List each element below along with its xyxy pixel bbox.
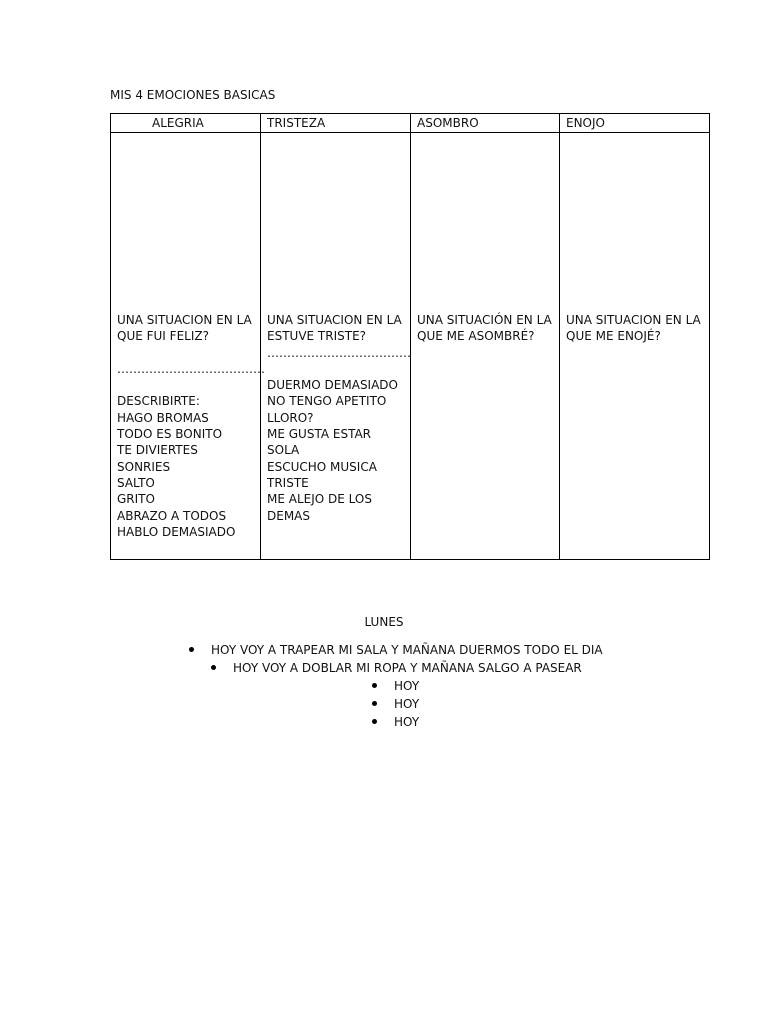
bullet-dot-icon — [372, 719, 377, 724]
cell-blank-line — [117, 345, 256, 361]
cell-text-line: GRITO — [117, 492, 155, 507]
header-tristeza: TRISTEZA — [261, 114, 411, 133]
schedule-bullet-item — [0, 659, 768, 677]
cell-text-line: ……………………………… — [267, 345, 411, 360]
schedule-bullet-item — [0, 695, 768, 713]
bullet-text: HOY VOY A DOBLAR MI ROPA Y MAÑANA SALGO A PASEAR — [233, 661, 582, 675]
cell-text-line: SONRIES — [117, 459, 171, 474]
bullet-dot-icon — [211, 665, 216, 670]
cell-text-line: TE DIVIERTES — [117, 443, 198, 458]
cell-asombro — [411, 133, 560, 560]
day-heading: LUNES — [364, 615, 404, 629]
bullet-text: HOY VOY A TRAPEAR MI SALA Y MAÑANA DUERMOS TODO EL DIA — [211, 643, 603, 657]
cell-text-line: NO TENGO APETITO — [267, 394, 387, 409]
cell-text-line: QUE FUI FELIZ? — [117, 329, 209, 344]
bullet-dot-icon — [189, 647, 194, 652]
header-enojo: ENOJO — [560, 114, 710, 133]
cell-text-line: UNA SITUACION EN LA — [267, 313, 402, 327]
bullet-dot-icon — [372, 701, 377, 706]
table-body-row — [111, 133, 710, 560]
cell-text-line: ………………………………. — [117, 361, 265, 376]
cell-text-line: SALTO — [117, 475, 155, 490]
cell-text-line: TODO ES BONITO — [117, 427, 223, 442]
bullet-text: HOY — [394, 697, 420, 711]
cell-text-line: DEMAS — [267, 508, 311, 523]
cell-text-line: QUE ME ASOMBRÉ? — [417, 329, 535, 344]
schedule-bullet-item — [0, 677, 768, 695]
cell-alegria — [111, 133, 265, 560]
cell-text-line: ABRAZO A TODOS — [117, 508, 227, 523]
cell-tristeza — [261, 133, 411, 560]
header-asombro: ASOMBRO — [411, 114, 560, 133]
cell-text-line: UNA SITUACION EN LA — [117, 313, 252, 327]
cell-text-line: ME ALEJO DE LOS — [267, 492, 372, 507]
cell-text-line: DUERMO DEMASIADO — [267, 378, 398, 393]
emotions-table — [110, 113, 710, 560]
cell-text-line: ME GUSTA ESTAR SOLA — [267, 427, 375, 458]
bullet-dot-icon — [372, 683, 377, 688]
cell-text-line: UNA SITUACION EN LA — [566, 313, 701, 327]
cell-text-line: ESTUVE TRISTE? — [267, 329, 367, 344]
cell-text-line: ESCUCHO MUSICA — [267, 459, 377, 474]
header-alegria: ALEGRIA — [111, 114, 261, 133]
document-title: MIS 4 EMOCIONES BASICAS — [110, 88, 276, 102]
cell-text-line: UNA SITUACIÓN EN LA — [417, 313, 552, 327]
bullet-text: HOY — [394, 679, 420, 693]
schedule-bullet-item — [0, 641, 768, 659]
bullet-text: HOY — [394, 715, 420, 729]
cell-blank-line — [267, 361, 406, 377]
cell-text-line: QUE ME ENOJÉ? — [566, 329, 661, 344]
table-header-row — [111, 114, 710, 133]
cell-text-line: LLORO? — [267, 410, 314, 425]
cell-blank-line — [117, 377, 256, 393]
cell-text-line: TRISTE — [267, 475, 309, 490]
cell-text-line: DESCRIBIRTE: — [117, 394, 200, 409]
cell-text-line: HABLO DEMASIADO — [117, 524, 236, 539]
schedule-bullet-item — [0, 713, 768, 731]
cell-text-line: HAGO BROMAS — [117, 410, 209, 425]
cell-enojo — [560, 133, 710, 560]
